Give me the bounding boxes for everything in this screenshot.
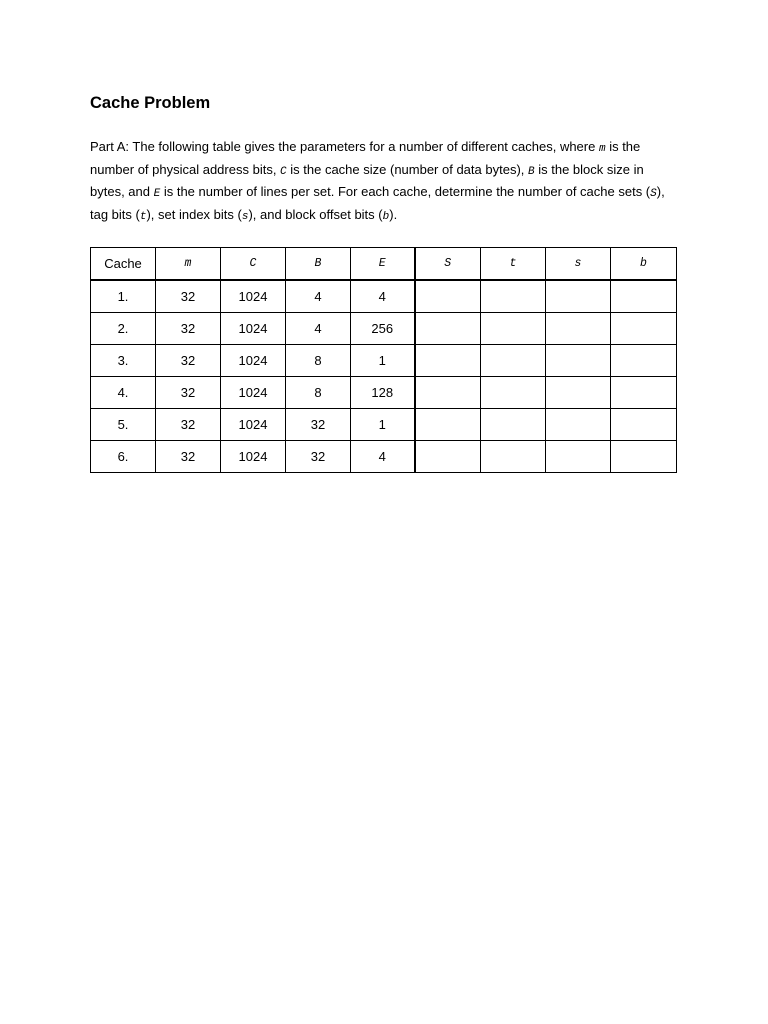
cell-cache: 5. <box>91 409 156 441</box>
cell-C: 1024 <box>221 313 286 345</box>
cell-s[interactable] <box>546 409 611 441</box>
cell-b[interactable] <box>611 377 677 409</box>
cell-s[interactable] <box>546 313 611 345</box>
cell-m: 32 <box>156 280 221 313</box>
intro-text: Part A: The following table gives the parameters for a number of different caches, where <box>90 139 599 154</box>
cell-s[interactable] <box>546 345 611 377</box>
document-page <box>90 92 680 473</box>
cell-B: 4 <box>286 280 351 313</box>
cell-cache: 2. <box>91 313 156 345</box>
cell-t[interactable] <box>481 409 546 441</box>
header-E: E <box>351 248 415 281</box>
cell-B: 32 <box>286 441 351 473</box>
cell-cache: 6. <box>91 441 156 473</box>
cell-B: 8 <box>286 345 351 377</box>
cell-m: 32 <box>156 313 221 345</box>
cell-t[interactable] <box>481 377 546 409</box>
table-row <box>91 313 677 345</box>
table-row <box>91 377 677 409</box>
table-row <box>91 280 677 313</box>
cell-t[interactable] <box>481 345 546 377</box>
cell-E: 4 <box>351 441 415 473</box>
symbol-s: s <box>241 210 249 223</box>
symbol-m: m <box>598 143 606 155</box>
header-C: C <box>221 248 286 281</box>
intro-text: is the cache size (number of data bytes), <box>286 161 528 177</box>
symbol-E: E <box>153 188 161 200</box>
cell-cache: 3. <box>91 345 156 377</box>
cell-b[interactable] <box>611 441 677 473</box>
cell-t[interactable] <box>481 313 546 345</box>
table-header-row <box>91 248 677 281</box>
cell-cache: 4. <box>91 377 156 409</box>
cell-b[interactable] <box>611 313 677 345</box>
cell-B: 8 <box>286 377 351 409</box>
intro-text: is the number of lines per set. For each cache, determine the number of cache sets ( <box>160 184 651 199</box>
intro-text: ), tag bits ( <box>90 184 665 222</box>
cell-s[interactable] <box>546 377 611 409</box>
cell-m: 32 <box>156 345 221 377</box>
cell-C: 1024 <box>221 441 286 473</box>
cell-C: 1024 <box>221 280 286 313</box>
cell-S[interactable] <box>415 409 481 441</box>
cell-S[interactable] <box>415 441 481 473</box>
cell-S[interactable] <box>415 280 481 313</box>
header-S: S <box>415 248 481 281</box>
cell-b[interactable] <box>611 280 677 313</box>
intro-text: ), set index bits ( <box>146 206 242 222</box>
intro-text: is the number of physical address bits, <box>90 139 641 177</box>
cell-S[interactable] <box>415 345 481 377</box>
problem-description <box>90 137 680 227</box>
symbol-t: t <box>139 210 147 223</box>
intro-text: ), and block offset bits ( <box>248 206 383 222</box>
cell-m: 32 <box>156 377 221 409</box>
cell-s[interactable] <box>546 280 611 313</box>
header-B: B <box>286 248 351 281</box>
intro-text: ). <box>389 206 398 222</box>
intro-text: is the block size in bytes, and <box>90 161 644 199</box>
cell-C: 1024 <box>221 345 286 377</box>
cell-s[interactable] <box>546 441 611 473</box>
cell-t[interactable] <box>481 280 546 313</box>
cell-E: 1 <box>351 409 415 441</box>
cell-m: 32 <box>156 409 221 441</box>
cell-b[interactable] <box>611 345 677 377</box>
symbol-S: S <box>650 188 657 200</box>
cell-b[interactable] <box>611 409 677 441</box>
cell-E: 1 <box>351 345 415 377</box>
cell-C: 1024 <box>221 409 286 441</box>
table-row <box>91 345 677 377</box>
header-b: b <box>611 248 677 281</box>
cell-E: 256 <box>351 313 415 345</box>
header-t: t <box>481 248 546 281</box>
header-s: s <box>546 248 611 281</box>
cache-parameters-table <box>90 247 677 473</box>
page-title: Cache Problem <box>90 94 211 112</box>
table-row <box>91 409 677 441</box>
cell-B: 4 <box>286 313 351 345</box>
cell-cache: 1. <box>91 280 156 313</box>
cell-B: 32 <box>286 409 351 441</box>
cell-E: 4 <box>351 280 415 313</box>
symbol-C: C <box>280 165 287 178</box>
symbol-b: b <box>382 210 390 223</box>
symbol-B: B <box>528 165 535 178</box>
header-m: m <box>156 248 221 281</box>
cell-m: 32 <box>156 441 221 473</box>
cell-S[interactable] <box>415 377 481 409</box>
cell-C: 1024 <box>221 377 286 409</box>
cell-E: 128 <box>351 377 415 409</box>
cell-S[interactable] <box>415 313 481 345</box>
cell-t[interactable] <box>481 441 546 473</box>
header-cache: Cache <box>91 248 156 281</box>
table-row <box>91 441 677 473</box>
